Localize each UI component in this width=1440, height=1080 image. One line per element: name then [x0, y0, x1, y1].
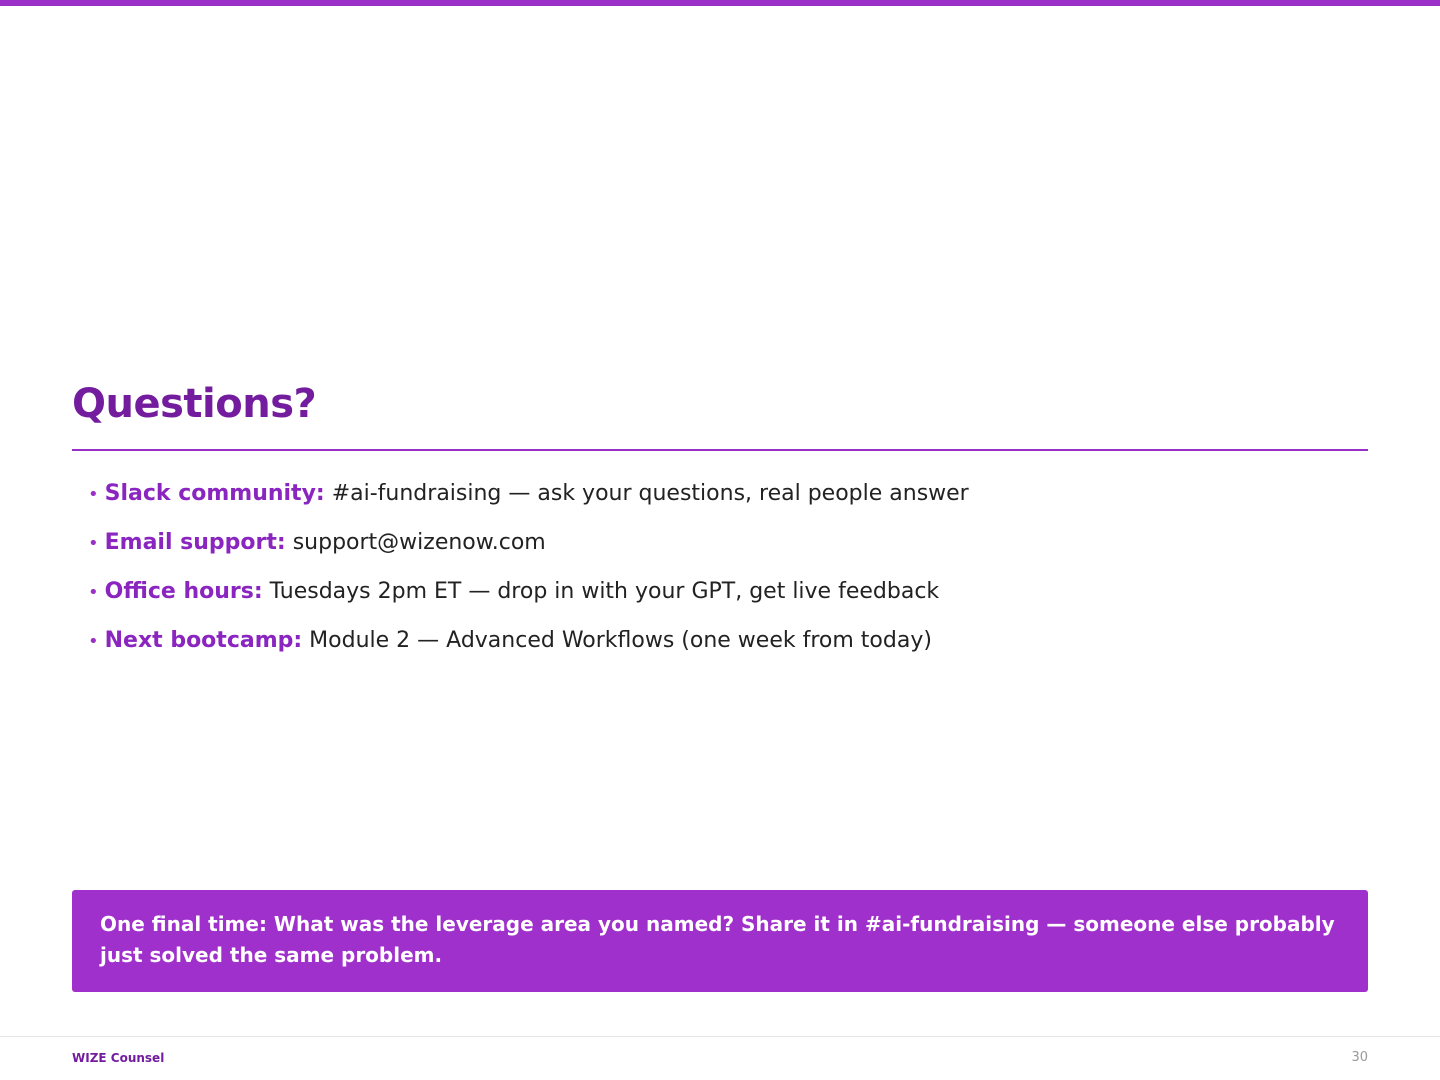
bullet-item-next-bootcamp	[88, 621, 1358, 670]
top-accent-bar	[0, 0, 1440, 6]
bullet-dot-icon: •	[88, 533, 99, 554]
bullet-item-email	[88, 523, 1358, 572]
slide-title: Questions?	[72, 381, 317, 427]
bullet-list	[88, 474, 1358, 670]
bullet-text: #ai-fundraising — ask your questions, real people answer	[324, 481, 969, 506]
bullet-item-office-hours	[88, 572, 1358, 621]
bullet-label: Next bootcamp:	[104, 628, 303, 653]
bullet-dot-icon: •	[88, 582, 99, 603]
bullet-label: Office hours:	[104, 579, 263, 604]
bullet-text: Tuesdays 2pm ET — drop in with your GPT, get live feedback	[262, 579, 940, 604]
bullet-text: Module 2 — Advanced Workflows (one week from today)	[302, 628, 932, 653]
bullet-dot-icon: •	[88, 631, 99, 652]
page-number: 30	[1351, 1050, 1368, 1065]
footer-brand: WIZE Counsel	[72, 1051, 165, 1065]
callout-box: One final time: What was the leverage area you named? Share it in #ai-fundraising — someone else probably just solved the same problem.	[72, 890, 1368, 992]
title-divider	[72, 449, 1368, 451]
bullet-dot-icon: •	[88, 484, 99, 505]
bullet-label: Email support:	[104, 530, 286, 555]
bullet-text: support@wizenow.com	[285, 530, 546, 555]
footer-divider	[0, 1036, 1440, 1037]
bullet-label: Slack community:	[104, 481, 325, 506]
bullet-item-slack	[88, 474, 1358, 523]
